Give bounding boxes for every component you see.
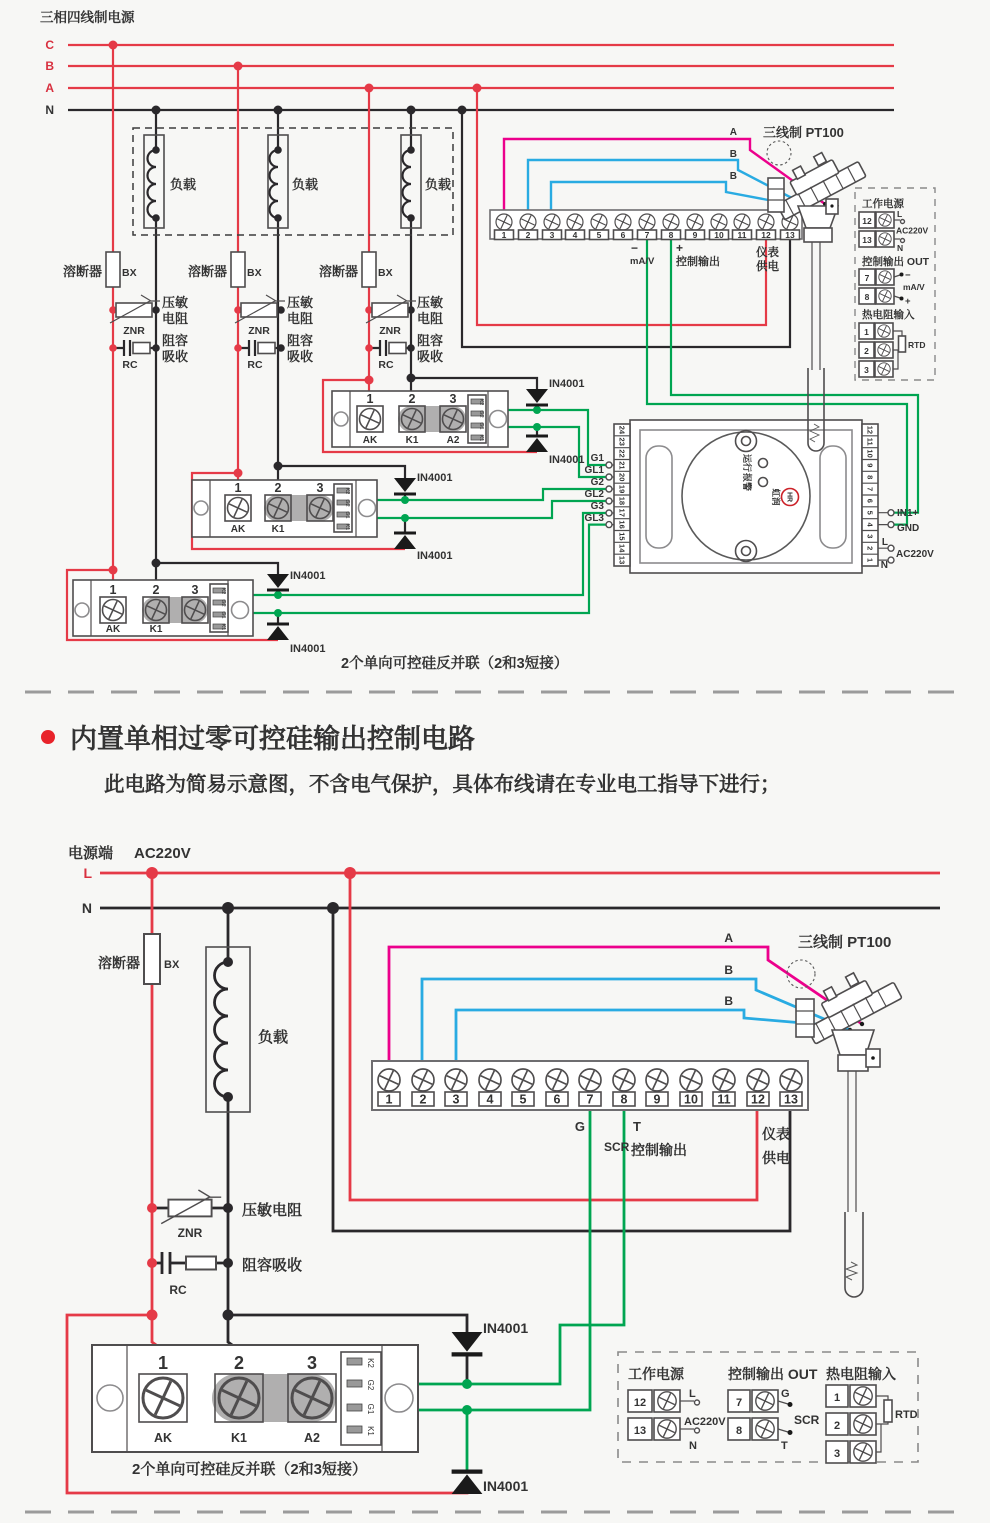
svg-text:RC: RC: [169, 1283, 187, 1297]
svg-text:RC: RC: [247, 359, 263, 371]
load-label-bottom: 负载: [258, 1029, 289, 1046]
section-subtitle: 此电路为简易示意图，不含电气保护，具体布线请在专业电工指导下进行；: [104, 773, 781, 796]
scr-module-bottom: [92, 1345, 418, 1452]
svg-text:电阻: 电阻: [417, 311, 444, 326]
scr-caption-top: 2个单向可控硅反并联（2和3短接）: [341, 656, 569, 672]
source-voltage: AC220V: [134, 845, 191, 862]
svg-text:B: B: [729, 171, 737, 182]
diode-icon: [452, 1332, 483, 1354]
svg-text:压敏: 压敏: [417, 295, 444, 310]
svg-text:3: 3: [306, 1353, 318, 1373]
svg-text:3: 3: [452, 1092, 460, 1107]
svg-text:电阻: 电阻: [287, 311, 314, 326]
legend-out-title: 控制输出 OUT: [862, 256, 930, 268]
top-title: 三相四线制电源: [40, 10, 135, 25]
svg-text:8: 8: [620, 1092, 628, 1107]
svg-text:K1: K1: [271, 524, 285, 535]
varistor-3: [366, 295, 416, 323]
svg-text:B: B: [724, 963, 733, 977]
svg-text:7: 7: [865, 487, 875, 492]
svg-text:K1: K1: [344, 523, 350, 531]
fuse-label-3: 溶断器: [318, 264, 358, 279]
svg-text:22: 22: [617, 449, 627, 458]
diode-icon: [394, 533, 416, 549]
single-phase-circuit: [67, 844, 940, 1494]
svg-text:N: N: [897, 243, 904, 253]
svg-text:G1: G1: [344, 511, 350, 519]
svg-text:4: 4: [865, 522, 875, 527]
svg-text:B: B: [724, 994, 733, 1008]
svg-text:仪表: 仪表: [756, 247, 779, 259]
svg-text:14: 14: [617, 544, 627, 553]
load-label-2: 负载: [292, 177, 319, 192]
svg-text:L: L: [689, 1388, 696, 1400]
svg-text:2: 2: [419, 1092, 427, 1107]
svg-text:−: −: [905, 270, 911, 281]
svg-text:BX: BX: [247, 267, 262, 279]
diode-icon: [526, 436, 548, 452]
fuse-label-bottom: 溶断器: [98, 955, 140, 971]
load-coil-3: [403, 150, 412, 218]
control-output-label-top: 控制输出: [676, 256, 720, 268]
svg-text:K1: K1: [478, 434, 484, 442]
svg-text:5: 5: [519, 1092, 527, 1107]
svg-text:20: 20: [617, 473, 627, 482]
bullet-icon: [41, 730, 55, 744]
svg-text:4: 4: [572, 230, 578, 240]
brand-name: 虹润: [771, 488, 781, 506]
fuse-bottom: [144, 934, 160, 984]
control-output-label-bottom: 控制输出: [631, 1142, 687, 1158]
three-phase-circuit: [40, 9, 935, 672]
svg-text:18: 18: [617, 496, 627, 506]
svg-text:ZNR: ZNR: [123, 325, 145, 337]
fuse-3: [362, 252, 376, 287]
svg-text:仪表: 仪表: [762, 1126, 790, 1142]
legend-rtd-title: 热电阻输入: [862, 309, 915, 321]
load-coil-2: [270, 150, 279, 218]
svg-text:IN1+: IN1+: [897, 508, 919, 519]
svg-text:11: 11: [865, 437, 875, 446]
svg-text:IN4001: IN4001: [417, 472, 453, 484]
svg-text:3: 3: [449, 392, 457, 406]
svg-text:11: 11: [737, 230, 747, 240]
svg-text:13: 13: [862, 235, 872, 245]
neutral-label: N: [45, 103, 54, 117]
svg-text:供电: 供电: [756, 261, 779, 273]
svg-text:1: 1: [109, 583, 117, 597]
svg-text:吸收: 吸收: [417, 349, 444, 364]
legend-panel-bottom: [618, 1352, 918, 1463]
fuse-2: [231, 252, 245, 287]
svg-text:AK: AK: [105, 624, 121, 635]
svg-text:8: 8: [668, 230, 674, 240]
trigger-module: [606, 420, 894, 573]
svg-text:G2: G2: [590, 477, 604, 488]
svg-text:ZNR: ZNR: [248, 325, 270, 337]
svg-text:K1: K1: [405, 435, 419, 446]
svg-text:10: 10: [684, 1092, 698, 1107]
svg-text:2: 2: [233, 1353, 245, 1373]
svg-text:K2: K2: [478, 398, 484, 406]
svg-text:L: L: [881, 537, 888, 548]
svg-text:21: 21: [617, 461, 627, 470]
svg-text:1: 1: [385, 1092, 393, 1107]
diode-icon: [452, 1472, 483, 1494]
svg-text:2: 2: [152, 583, 160, 597]
svg-text:L: L: [897, 209, 903, 219]
svg-text:A: A: [724, 931, 733, 945]
pt100-title-top: 三线制 PT100: [763, 125, 844, 140]
svg-text:GND: GND: [897, 523, 920, 534]
varistor-1: [110, 295, 160, 323]
source-label: 电源端: [68, 845, 114, 862]
svg-text:2: 2: [864, 346, 869, 356]
svg-text:B: B: [729, 149, 737, 160]
svg-text:1: 1: [865, 558, 875, 563]
svg-text:7: 7: [644, 230, 650, 240]
svg-text:13: 13: [784, 1092, 798, 1107]
svg-text:5: 5: [865, 510, 875, 515]
svg-text:阻容: 阻容: [417, 333, 444, 348]
svg-text:2: 2: [833, 1420, 841, 1432]
svg-text:8: 8: [864, 292, 870, 302]
svg-text:N: N: [880, 560, 888, 571]
phase-b-label: B: [45, 59, 54, 73]
svg-text:11: 11: [717, 1092, 731, 1107]
svg-text:1: 1: [833, 1392, 841, 1404]
svg-text:阻容: 阻容: [162, 333, 189, 348]
diode-icon: [267, 624, 289, 640]
svg-text:12: 12: [862, 216, 872, 226]
svg-text:压敏: 压敏: [162, 295, 189, 310]
load-label-1: 负载: [170, 177, 197, 192]
svg-text:6: 6: [553, 1092, 561, 1107]
svg-text:13: 13: [633, 1425, 647, 1437]
svg-text:10: 10: [865, 449, 875, 458]
svg-text:6: 6: [620, 230, 626, 240]
rc-snubber-bottom: [162, 1252, 216, 1274]
svg-text:T: T: [781, 1440, 788, 1452]
svg-text:GL3: GL3: [584, 513, 604, 524]
svg-text:吸收: 吸收: [162, 349, 189, 364]
svg-text:AC220V: AC220V: [896, 225, 929, 236]
svg-text:A2: A2: [446, 435, 460, 446]
svg-text:9: 9: [653, 1092, 661, 1107]
svg-text:T: T: [633, 1119, 641, 1134]
svg-text:IN4001: IN4001: [483, 1478, 529, 1494]
svg-text:12: 12: [761, 230, 771, 240]
svg-text:12: 12: [751, 1092, 765, 1107]
svg-text:G1: G1: [220, 611, 226, 619]
phase-bus-lines: [68, 45, 894, 110]
svg-text:K1: K1: [149, 624, 163, 635]
svg-text:SCR: SCR: [794, 1413, 820, 1427]
svg-text:13: 13: [617, 555, 627, 565]
svg-text:+: +: [905, 296, 911, 307]
l-label: L: [83, 865, 92, 881]
svg-text:BX: BX: [164, 959, 180, 971]
svg-text:阻容: 阻容: [287, 333, 314, 348]
section-heading: 内置单相过零可控硅输出控制电路: [70, 724, 475, 754]
svg-text:7: 7: [864, 273, 870, 283]
svg-text:19: 19: [617, 484, 627, 494]
fuse-label-1: 溶断器: [62, 264, 102, 279]
svg-text:3: 3: [833, 1448, 841, 1460]
svg-text:16: 16: [617, 520, 627, 529]
diode-icon: [267, 574, 289, 590]
svg-text:1: 1: [501, 230, 507, 240]
svg-text:3: 3: [549, 230, 555, 240]
svg-text:4: 4: [486, 1092, 494, 1107]
svg-text:供电: 供电: [762, 1150, 790, 1166]
svg-text:IN4001: IN4001: [417, 550, 453, 562]
junction-dots-bottom: [146, 867, 472, 1415]
svg-text:2: 2: [274, 481, 282, 495]
svg-text:ZNR: ZNR: [177, 1226, 203, 1240]
legend-rtd-title-bottom: 热电阻输入: [826, 1366, 896, 1382]
svg-text:G2: G2: [478, 410, 484, 418]
varistor-label-bottom: 压敏电阻: [242, 1202, 303, 1219]
pt100-sensor-bottom: [787, 958, 902, 1297]
phase-c-label: C: [45, 38, 54, 52]
svg-text:7: 7: [586, 1092, 594, 1107]
svg-text:G: G: [574, 1119, 585, 1134]
svg-text:IN4001: IN4001: [549, 378, 585, 390]
load-label-3: 负载: [425, 177, 452, 192]
svg-text:K1: K1: [366, 1426, 375, 1436]
svg-text:3: 3: [316, 481, 324, 495]
svg-text:G2: G2: [344, 499, 350, 507]
terminal-block-bottom: [372, 1061, 808, 1110]
svg-text:AC220V: AC220V: [896, 549, 934, 560]
svg-text:1: 1: [234, 481, 242, 495]
svg-text:A2: A2: [304, 1431, 320, 1445]
svg-text:G2: G2: [366, 1379, 375, 1391]
diode-icon: [394, 478, 416, 494]
rc-snubber-3: [380, 340, 406, 356]
black-wires-bottom: [152, 908, 790, 1398]
svg-text:电阻: 电阻: [162, 311, 189, 326]
svg-text:−: −: [631, 241, 639, 255]
terminal-block-top: [490, 210, 802, 240]
svg-text:G3: G3: [590, 501, 604, 512]
svg-text:1: 1: [864, 327, 869, 337]
svg-text:K2: K2: [344, 487, 350, 495]
svg-text:BX: BX: [122, 267, 137, 279]
svg-text:AK: AK: [230, 524, 246, 535]
varistor-bottom: [161, 1190, 221, 1224]
phase-a-label: A: [45, 81, 54, 95]
legend-power-title: 工作电源: [862, 198, 904, 210]
svg-text:23: 23: [617, 437, 627, 446]
svg-text:BX: BX: [378, 267, 393, 279]
svg-text:RC: RC: [378, 359, 394, 371]
svg-text:12: 12: [633, 1397, 647, 1409]
load-bottom: [206, 947, 250, 1112]
svg-text:K2: K2: [220, 587, 226, 595]
svg-text:2: 2: [525, 230, 531, 240]
legend-power-title-bottom: 工作电源: [628, 1366, 684, 1382]
svg-text:2: 2: [865, 546, 875, 551]
fuse-1: [106, 252, 120, 287]
rc-snubber-1: [124, 340, 150, 356]
svg-text:G1: G1: [590, 453, 604, 464]
svg-text:8: 8: [735, 1425, 743, 1437]
svg-text:10: 10: [714, 230, 724, 240]
svg-text:17: 17: [617, 508, 627, 517]
legend-panel-top: [855, 188, 935, 380]
svg-text:K1: K1: [220, 623, 226, 631]
svg-text:1: 1: [366, 392, 374, 406]
svg-text:ZNR: ZNR: [379, 325, 401, 337]
svg-text:mA/V: mA/V: [903, 282, 925, 292]
svg-text:K1: K1: [231, 1431, 247, 1445]
svg-text:IN4001: IN4001: [290, 570, 326, 582]
svg-text:AC220V: AC220V: [684, 1416, 726, 1428]
svg-text:IN4001: IN4001: [549, 454, 585, 466]
alarm-label: 报警: [742, 472, 752, 492]
rc-snubber-2: [249, 340, 275, 356]
svg-text:GL1: GL1: [584, 465, 604, 476]
legend-out-title-bottom: 控制输出 OUT: [728, 1366, 818, 1382]
svg-text:12: 12: [865, 425, 875, 435]
svg-text:24: 24: [617, 425, 627, 435]
load-coil-bottom: [215, 962, 229, 1097]
svg-text:AK: AK: [153, 1431, 173, 1445]
svg-text:9: 9: [865, 463, 875, 468]
run-label: 运行: [742, 453, 752, 473]
svg-text:G: G: [781, 1388, 790, 1400]
svg-text:G2: G2: [220, 599, 226, 607]
svg-text:N: N: [689, 1440, 697, 1452]
snubber-label-bottom: 阻容吸收: [242, 1257, 303, 1274]
svg-text:15: 15: [617, 532, 627, 541]
load-coil-1: [148, 150, 157, 218]
svg-text:IN4001: IN4001: [483, 1320, 529, 1336]
svg-text:IN4001: IN4001: [290, 643, 326, 655]
svg-text:1: 1: [157, 1353, 169, 1373]
svg-text:RTD: RTD: [895, 1409, 918, 1421]
diode-icon: [526, 389, 548, 405]
svg-text:AK: AK: [362, 435, 378, 446]
svg-text:压敏: 压敏: [287, 295, 314, 310]
svg-text:13: 13: [785, 230, 795, 240]
svg-text:6: 6: [865, 498, 875, 503]
svg-text:7: 7: [735, 1397, 743, 1409]
svg-text:3: 3: [865, 534, 875, 539]
svg-text:RC: RC: [122, 359, 138, 371]
fuse-label-2: 溶断器: [187, 264, 227, 279]
svg-text:9: 9: [692, 230, 698, 240]
svg-text:5: 5: [596, 230, 602, 240]
scr-caption-bottom: 2个单向可控硅反并联（2和3短接）: [132, 1461, 368, 1478]
pt100-title-bottom: 三线制 PT100: [798, 934, 892, 951]
svg-text:2: 2: [408, 392, 416, 406]
svg-text:A: A: [729, 127, 737, 138]
svg-text:RTD: RTD: [908, 340, 926, 350]
brand-logo-text: HR: [785, 491, 793, 503]
svg-text:+: +: [676, 241, 684, 255]
svg-text:K2: K2: [366, 1358, 375, 1368]
svg-text:3: 3: [864, 365, 869, 375]
svg-text:mA/V: mA/V: [630, 256, 655, 267]
svg-text:G1: G1: [366, 1403, 375, 1415]
n-label: N: [81, 900, 92, 916]
svg-text:3: 3: [191, 583, 199, 597]
svg-text:GL2: GL2: [584, 489, 604, 500]
svg-text:吸收: 吸收: [287, 349, 314, 364]
svg-text:G1: G1: [478, 422, 484, 430]
svg-text:8: 8: [865, 475, 875, 480]
svg-text:SCR: SCR: [604, 1140, 630, 1154]
